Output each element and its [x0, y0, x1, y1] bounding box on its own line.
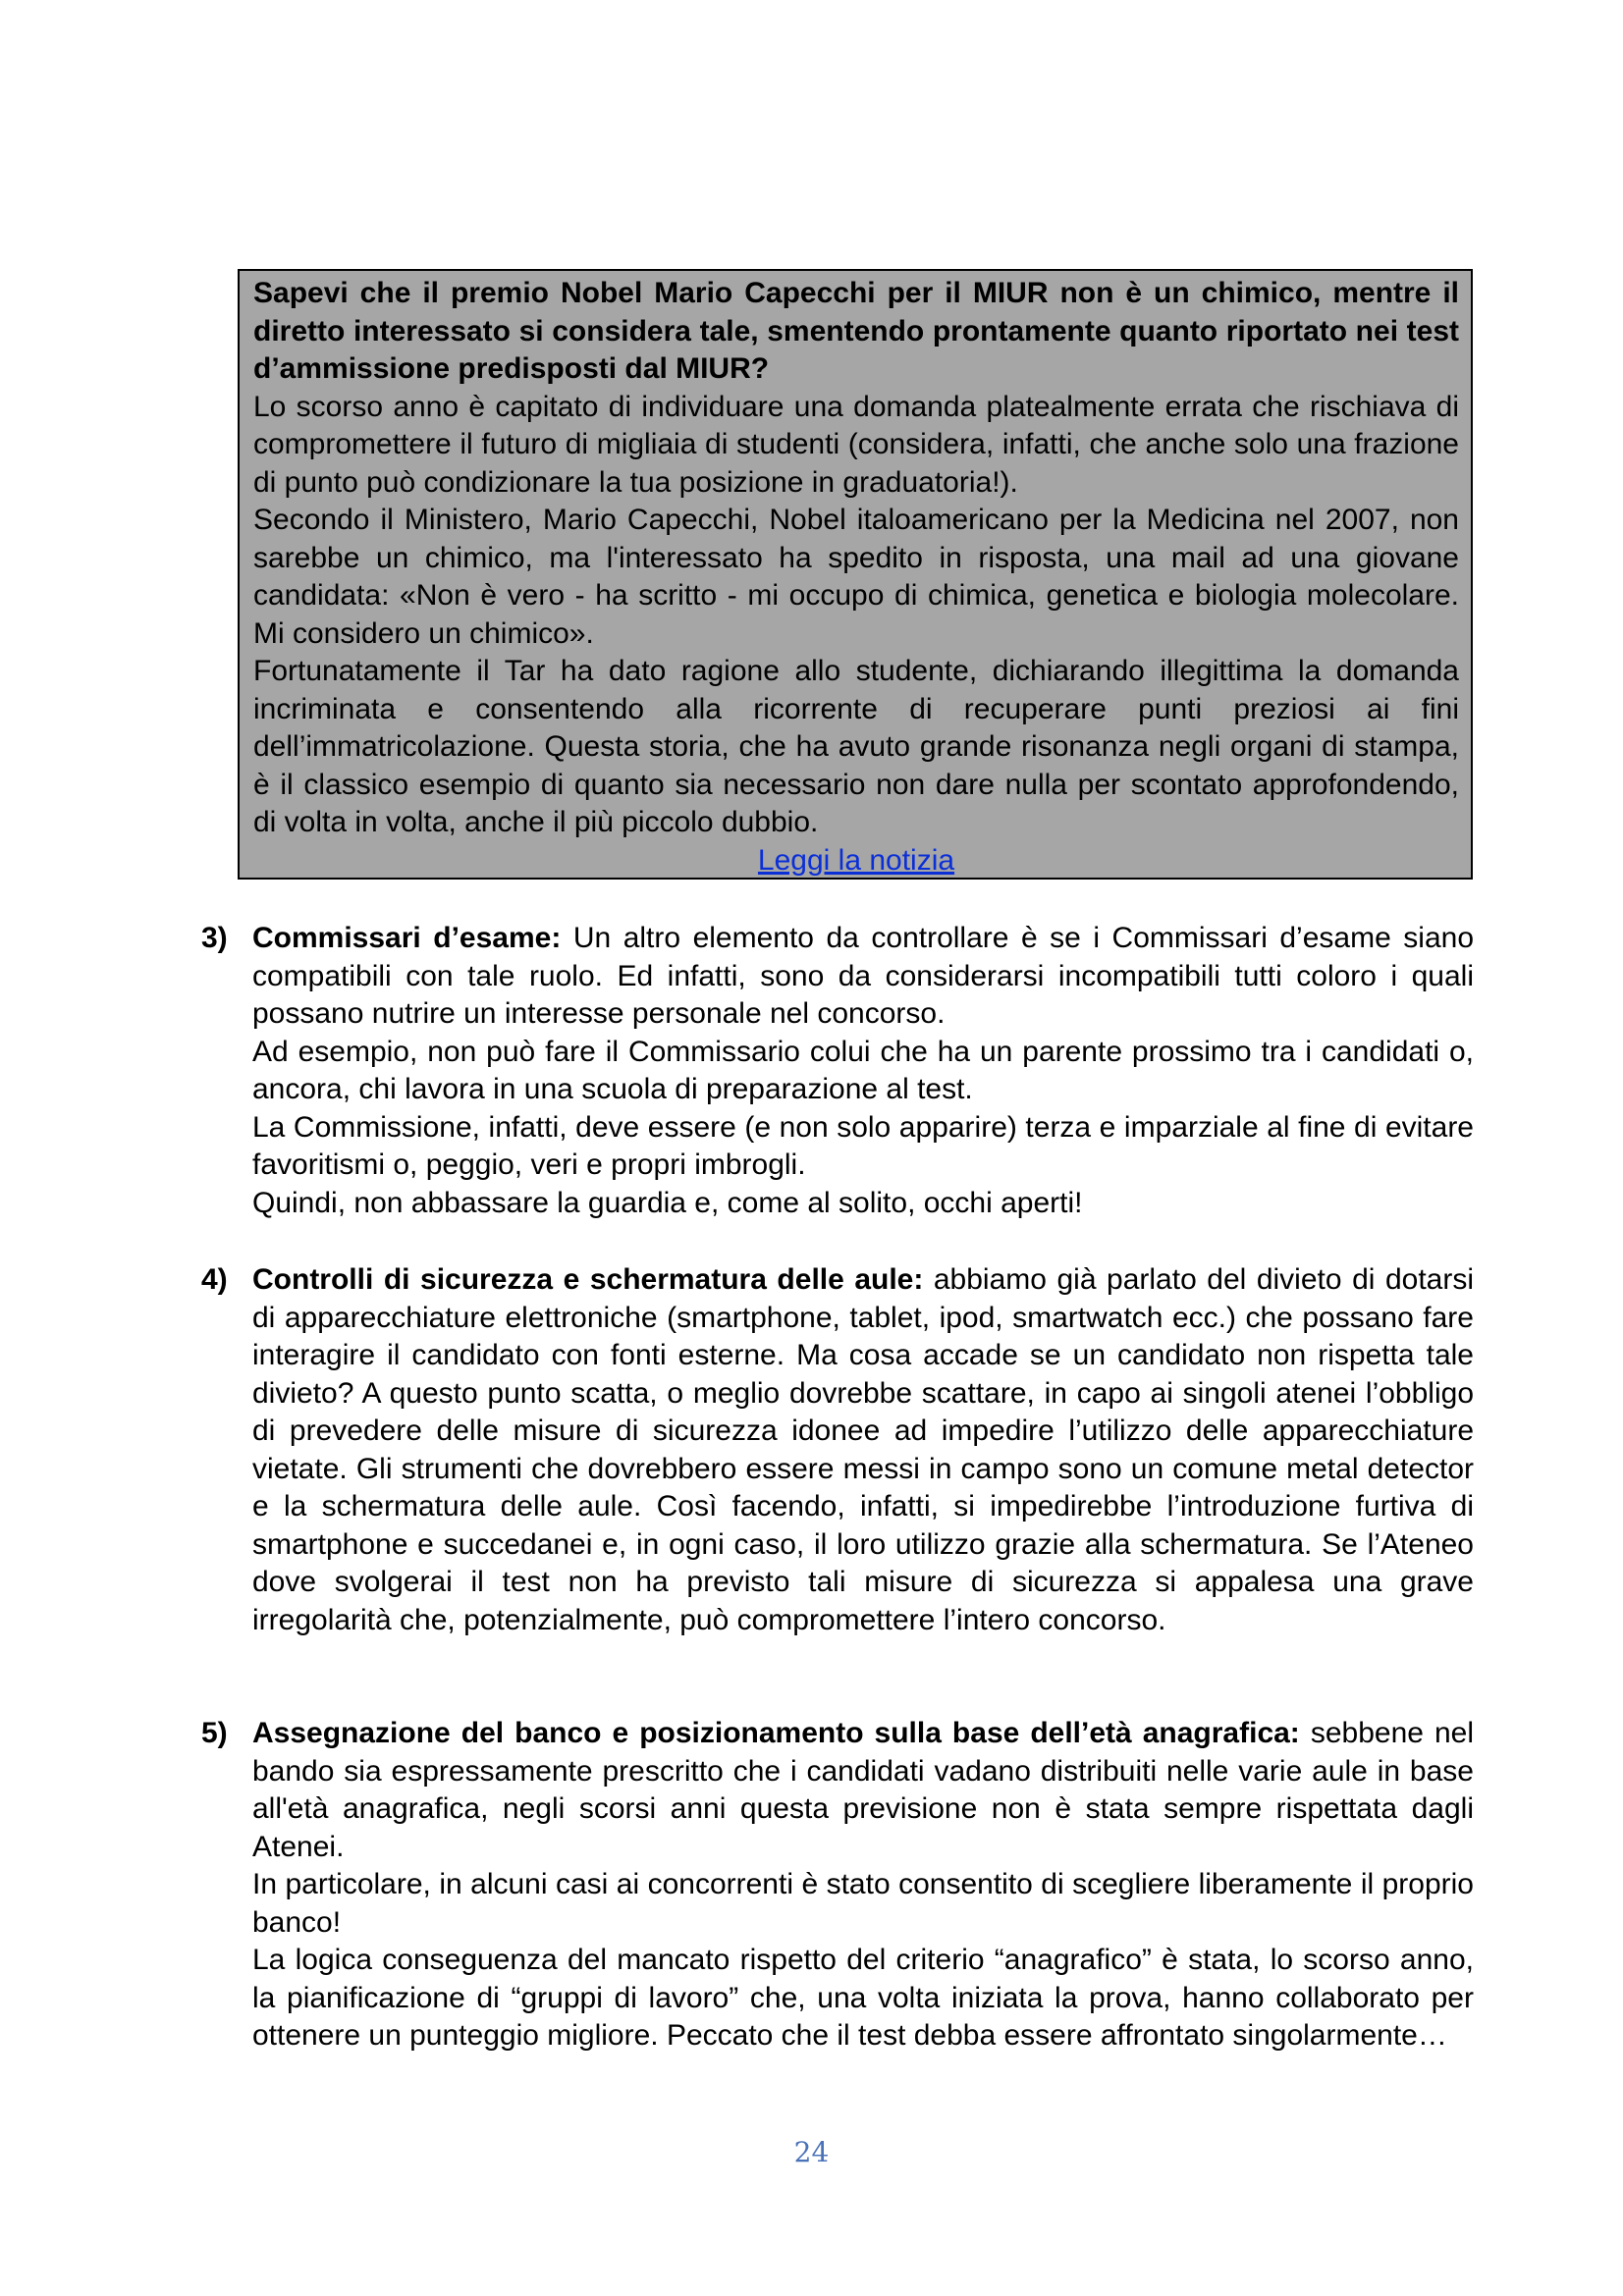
note-box — [238, 269, 1473, 880]
list-number: 4) — [201, 1263, 228, 1296]
list-item-lead-text: Un altro elemento da controllare è se i Commissari d’esame siano compatibili con tale ruolo. Ed infatti, sono da considerarsi incompatibili tutti coloro i quali possano nutrire un interesse personale nel concorso. — [252, 922, 1475, 1030]
list-item-body — [252, 1715, 1474, 2056]
list-item-lead — [252, 1715, 1474, 1866]
list-item-paragraph: Quindi, non abbassare la guardia e, come al solito, occhi aperti! — [252, 1186, 1083, 1219]
page-number: 24 — [793, 2136, 830, 2168]
list-item-heading: Assegnazione del banco e posizionamento sulla base dell’età anagrafica: — [252, 1717, 1300, 1749]
list-item-lead-text: sebbene nel bando sia espressamente prescritto che i candidati vadano distribuiti nelle varie aule in base all'età anagrafica, negli scorsi anni questa previsione non è stata sempre rispettata dagli Atenei. — [252, 1717, 1474, 1863]
list-item-4 — [201, 1261, 1478, 1639]
list-item-paragraph: Ad esempio, non può fare il Commissario colui che ha un parente prossimo tra i candidati o, ancora, chi lavora in una scuola di preparazione al test. — [252, 1035, 1474, 1105]
note-link-row — [253, 842, 1459, 881]
list-item-lead — [252, 1261, 1474, 1639]
list-item-heading: Commissari d’esame: — [252, 922, 562, 954]
read-news-link[interactable]: Leggi la notizia — [757, 843, 955, 877]
list-item-lead — [252, 920, 1474, 1034]
list-item-paragraph: La logica conseguenza del mancato rispetto del criterio “anagrafico” è stata, lo scorso anno, la pianificazione di “gruppi di lavoro” che, una volta iniziata la prova, hanno collaborato per ottenere un punteggio migliore. Peccato che il test debba essere affrontato singolarmente… — [252, 1944, 1474, 2052]
list-item-paragraph: La Commissione, infatti, deve essere (e non solo apparire) terza e imparziale al fine di evitare favoritismi o, peggio, veri e propri imbrogli. — [252, 1110, 1474, 1181]
list-number: 3) — [201, 922, 228, 954]
list-item-heading: Controlli di sicurezza e schermatura delle aule: — [252, 1263, 924, 1296]
note-paragraph: Lo scorso anno è capitato di individuare una domanda platealmente errata che rischiava di compromettere il futuro di migliaia di studenti (considera, infatti, che anche solo una frazione di punto può condizionare la tua posizione in graduatoria!). — [253, 390, 1459, 499]
list-item-body — [252, 920, 1474, 1222]
list-item-paragraph: In particolare, in alcuni casi ai concorrenti è stato consentito di scegliere liberamente il proprio banco! — [252, 1868, 1474, 1939]
note-title: Sapevi che il premio Nobel Mario Capecchi per il MIUR non è un chimico, mentre il diretto interessato si considera tale, smentendo prontamente quanto riportato nei test d’ammissione predisposti dal MIUR? — [253, 277, 1459, 385]
note-paragraph: Secondo il Ministero, Mario Capecchi, Nobel italoamericano per la Medicina nel 2007, non sarebbe un chimico, ma l'interessato ha spedito in risposta, una mail ad una giovane candidata: «Non è vero - ha scritto - mi occupo di chimica, genetica e biologia molecolare. Mi considero un chimico». — [253, 504, 1459, 650]
list-item-5 — [201, 1715, 1478, 2056]
note-paragraph: Fortunatamente il Tar ha dato ragione allo studente, dichiarando illegittima la domanda incriminata e consentendo alla ricorrente di recuperare punti preziosi ai fini dell’immatricolazione. Questa storia, che ha avuto grande risonanza negli organi di stampa, è il classico esempio di quanto sia necessario non dare nulla per scontato approfondendo, di volta in volta, anche il più piccolo dubbio. — [253, 655, 1459, 838]
list-item-body — [252, 1261, 1474, 1639]
list-item-3 — [201, 920, 1478, 1222]
list-number: 5) — [201, 1717, 228, 1749]
list-item-lead-text: abbiamo già parlato del divieto di dotarsi di apparecchiature elettroniche (smartphone, tablet, ipod, smartwatch ecc.) che possano fare interagire il candidato con fonti esterne. Ma cosa accade se un candidato non rispetta tale divieto? A questo punto scatta, o meglio dovrebbe scattare, in capo ai singoli atenei l’obbligo di prevedere delle misure di sicurezza idonee ad impedire l’utilizzo delle apparecchiature vietate. Gli strumenti che dovrebbero essere messi in campo sono un comune metal detector e la schermatura delle aule. Così facendo, infatti, si impedirebbe l’introduzione furtiva di smartphone e succedanei e, in ogni caso, il loro utilizzo grazie alla schermatura. Se l’Ateneo dove svolgerai il test non ha previsto tali misure di sicurezza si appalesa una grave irregolarità che, potenzialmente, può compromettere l’intero concorso. — [252, 1263, 1474, 1636]
